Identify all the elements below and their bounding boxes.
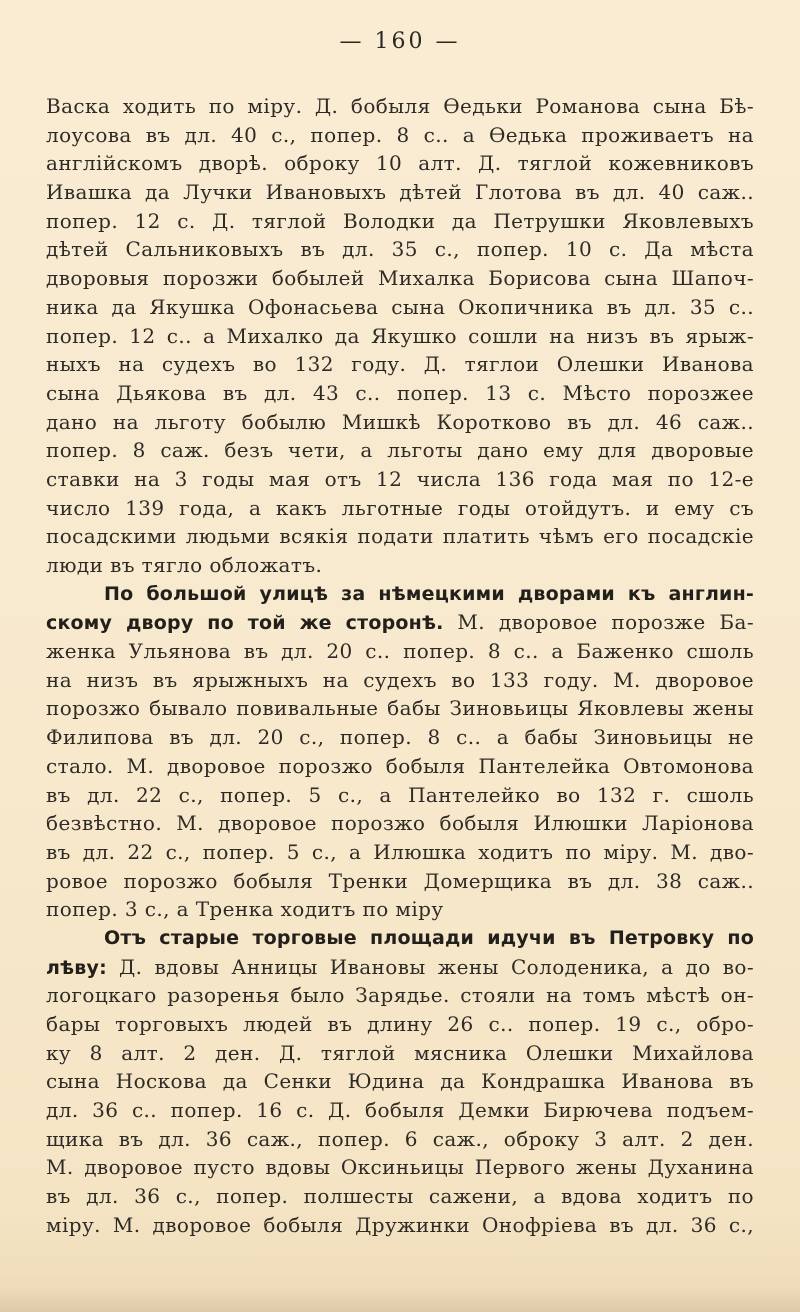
text-line: сына Носкова да Сенки Юдина да Кондрашка Иванова въ — [46, 1069, 754, 1094]
section-heading-line: По большой улицѣ за нѣмецкими дворами къ англин- — [104, 582, 754, 605]
text-line: ку 8 алт. 2 ден. Д. тяглой мясника Олешки Михайлова — [46, 1040, 754, 1065]
text-line: ника да Якушка Офонасьева сына Окопичника въ дл. 35 с.. — [46, 294, 754, 319]
page-number: — 160 — — [339, 29, 461, 54]
text-line: ныхъ на судехъ во 132 году. Д. тяглои Олешки Иванова — [46, 352, 754, 377]
text-line: Филипова въ дл. 20 с., попер. 8 с.. а бабы Зиновьицы не — [46, 725, 754, 750]
text-line: міру. М. дворовое бобыля Дружинки Онофріева въ дл. 36 с., — [46, 1212, 754, 1237]
line-text: М. дворовое порозже Ба- — [457, 610, 754, 635]
text-line: дл. 36 с.. попер. 16 с. Д. бобыля Демки Бирючева подъем- — [46, 1098, 754, 1123]
text-line: щика въ дл. 36 саж., попер. 6 саж., оброку 3 алт. 2 ден. — [46, 1126, 754, 1151]
text-line: бары торговыхъ людей въ длину 26 с.. попер. 19 с., обро- — [46, 1012, 754, 1036]
text-line: стало. М. дворовое порозжо бобыля Пантелейка Овтомонова — [46, 753, 754, 778]
section-heading-line: скому двору по той же сторонѣ. — [46, 612, 444, 635]
text-line: въ дл. 22 с., попер. 5 с., а Пантелейко во 132 г. сшоль — [46, 782, 754, 807]
text-line: женка Ульянова въ дл. 20 с.. попер. 8 с.. а Баженко сшоль — [46, 639, 754, 664]
text-line: англійскомъ дворѣ. оброку 10 алт. Д. тяглой кожевниковъ — [46, 151, 754, 176]
line-text: Д. вдовы Анницы Ивановы жены Солоденика, а до во- — [118, 954, 754, 979]
text-line: ставки на 3 годы мая отъ 12 числа 136 года мая по 12-е — [46, 466, 754, 491]
text-line: дѣтей Сальниковыхъ въ дл. 35 с., попер. 10 с. Да мѣста — [46, 237, 754, 262]
text-line: безвѣстно. М. дворовое порозжо бобыля Илюшки Ларіонова — [46, 811, 754, 836]
text-line: порозжо бывало повивальные бабы Зиновьицы Яковлевы жены — [46, 696, 754, 721]
text-line — [46, 608, 754, 637]
text-line: сына Дьякова въ дл. 43 с.. попер. 13 с. Мѣсто порозжее — [46, 380, 754, 405]
text-line: Васка ходить по міру. Д. бобыля Ѳедьки Романова сына Бѣ- — [46, 94, 754, 118]
text-line: логоцкаго разоренья было Зарядье. стояли на томъ мѣстѣ он- — [46, 983, 754, 1008]
text-line: попер. 12 с.. а Михалко да Якушко сошли на низъ въ ярыж- — [46, 323, 754, 348]
text-line: въ дл. 22 с., попер. 5 с., а Илюшка ходитъ по міру. М. дво- — [46, 839, 754, 864]
text-line: на низъ въ ярыжныхъ на судехъ во 133 году. М. дворовое — [46, 667, 754, 692]
text-line — [46, 953, 754, 982]
text-line: дворовыя порозжи бобылей Михалка Борисова сына Шапоч- — [46, 266, 754, 291]
text-line: ровое порозжо бобыля Тренки Домерщика въ дл. 38 саж.. — [46, 868, 754, 893]
text-line: М. дворовое пусто вдовы Оксиньицы Первого жены Духанина — [46, 1155, 754, 1180]
text-line: лоусова въ дл. 40 с., попер. 8 с.. а Ѳедька проживаетъ на — [46, 122, 754, 147]
text-line: Ивашка да Лучки Ивановыхъ дѣтей Глотова въ дл. 40 саж.. — [46, 180, 754, 205]
text-line: попер. 3 с., а Тренка ходитъ по міру — [46, 897, 444, 922]
text-line: посадскими людьми всякія подати платить чѣмъ его посадскіе — [46, 524, 754, 549]
text-line: попер. 8 саж. безъ чети, а льготы дано ему для дворовые — [46, 438, 754, 463]
text-line: въ дл. 36 с., попер. полшесты сажени, а вдова ходитъ по — [46, 1184, 754, 1209]
text-block — [46, 92, 754, 1240]
text-line: число 139 года, а какъ льготные годы отойдутъ. и ему съ — [46, 495, 754, 520]
text-line: дано на льготу бобылю Мишкѣ Коротково въ дл. 46 саж.. — [46, 409, 754, 434]
section-heading-line: лѣву: — [46, 956, 107, 979]
text-line: попер. 12 с. Д. тяглой Володки да Петрушки Яковлевыхъ — [46, 208, 754, 233]
text-line: люди въ тягло обложатъ. — [46, 553, 323, 577]
section-heading-line: Отъ старые торговые площади идучи въ Петровку по — [104, 926, 754, 949]
